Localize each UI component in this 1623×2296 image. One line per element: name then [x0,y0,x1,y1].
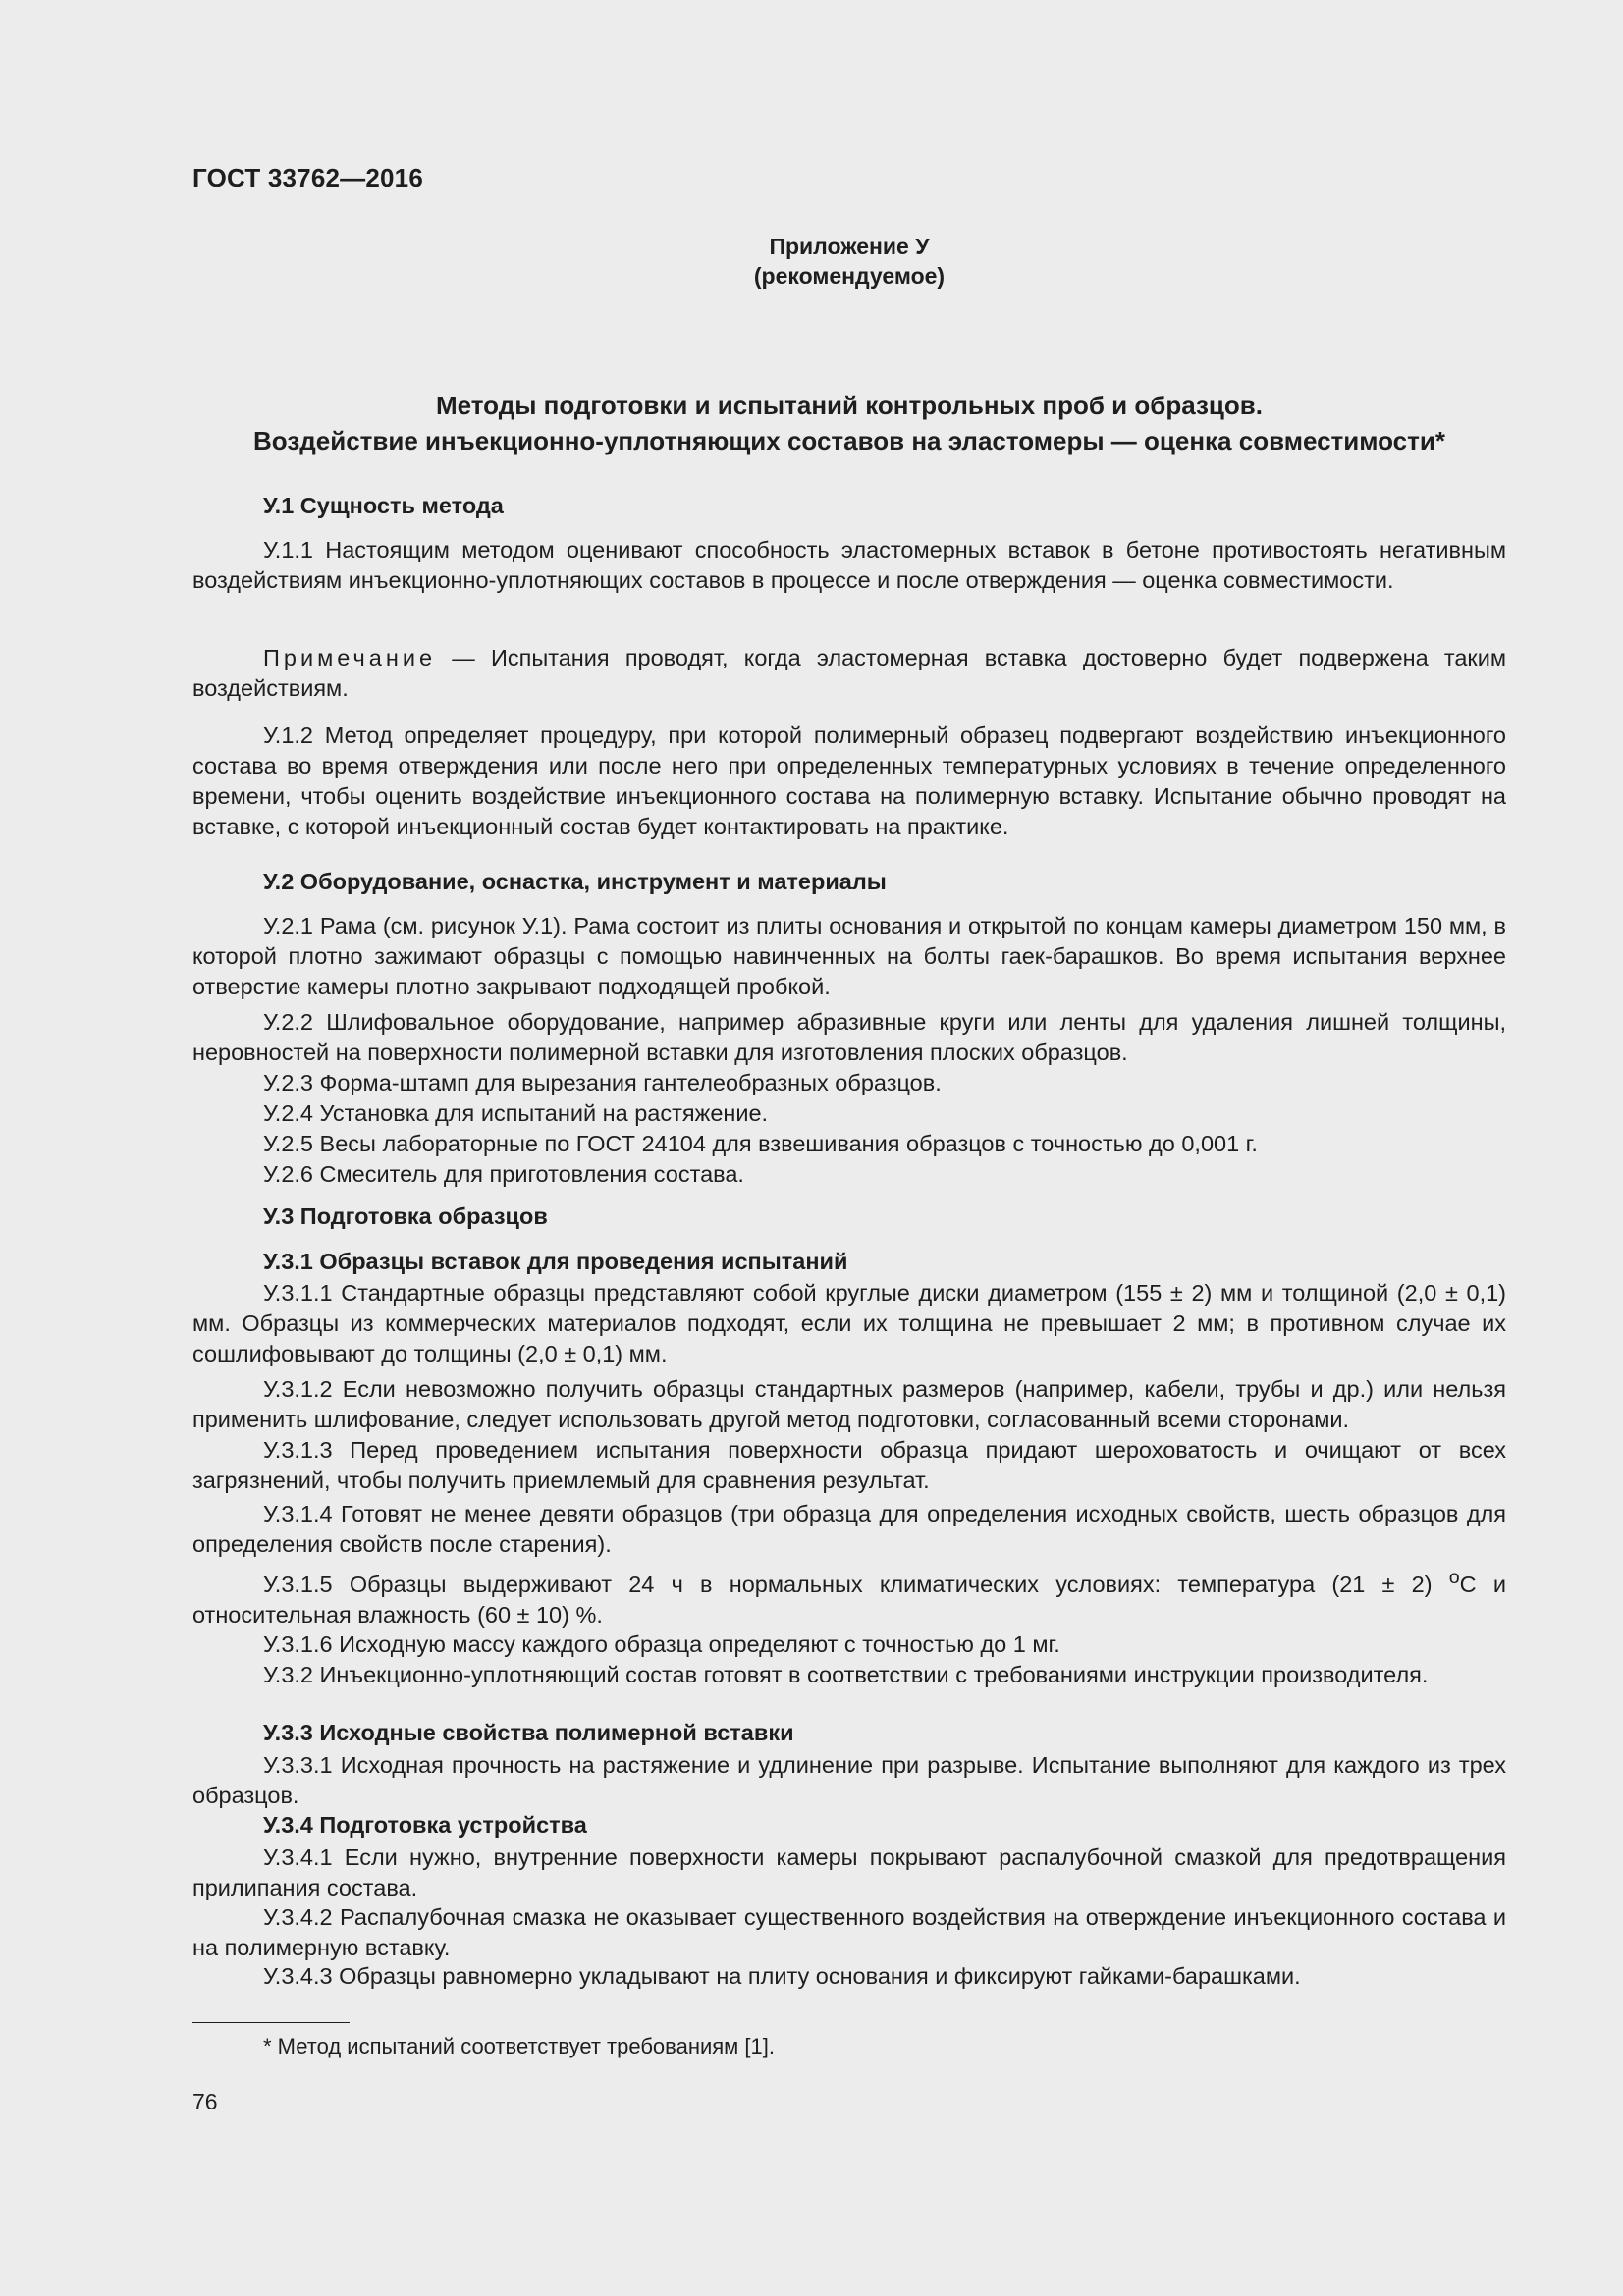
document-code: ГОСТ 33762—2016 [192,163,423,192]
paragraph-u2-6: У.2.6 Смеситель для приготовления состава. [263,1161,744,1187]
paragraph-u3-1-1: У.3.1.1 Стандартные образцы представляют собой круглые диски диаметром (155 ± 2) мм и толщиной (2,0 ± 0,1) мм. Образцы из коммерческих материалов подходят, если их толщина не превышает 2 мм; в противном случае их сошлифовывают до толщины (2,0 ± 0,1) мм. [192,1280,1506,1366]
paragraph-u3-1-6: У.3.1.6 Исходную массу каждого образца определяют с точностью до 1 мг. [263,1631,1060,1657]
paragraph-u1-1: У.1.1 Настоящим методом оценивают способность эластомерных вставок в бетоне противостоять негативным воздействиям инъекционно-уплотняющих составов в процессе и после отверждения — оценка совместимости. [192,537,1506,593]
section-heading-u1: У.1 Сущность метода [263,493,504,518]
main-title [192,388,1506,458]
main-title-line-1: Методы подготовки и испытаний контрольных проб и образцов. [436,391,1263,420]
note-label: Примечание [263,645,437,670]
main-title-line-2: Воздействие инъекционно-уплотняющих составов на эластомеры — оценка совместимости* [253,426,1445,455]
paragraph-u2-3: У.2.3 Форма-штамп для вырезания гантелеобразных образцов. [263,1070,942,1095]
note-text: — Испытания проводят, когда эластомерная вставка достоверно будет подвержена таким воздействиям. [192,645,1506,701]
paragraph-u2-2: У.2.2 Шлифовальное оборудование, например абразивные круги или ленты для удаления лишней толщины, неровностей на поверхности полимерной вставки для изготовления плоских образцов. [192,1009,1506,1065]
paragraph-u2-4: У.2.4 Установка для испытаний на растяжение. [263,1100,769,1126]
footnote: * Метод испытаний соответствует требованиям [1]. [263,2034,775,2058]
annex-title: Приложение У [769,234,930,259]
section-heading-u2: У.2 Оборудование, оснастка, инструмент и материалы [263,869,887,894]
page-number: 76 [192,2089,218,2114]
paragraph-u3-1-3: У.3.1.3 Перед проведением испытания поверхности образца придают шероховатость и очищают от всех загрязнений, чтобы получить приемлемый для сравнения результат. [192,1437,1506,1493]
paragraph-u3-2: У.3.2 Инъекционно-уплотняющий состав готовят в соответствии с требованиями инструкции производителя. [263,1662,1429,1687]
paragraph-u3-4-3: У.3.4.3 Образцы равномерно укладывают на плиту основания и фиксируют гайками-барашками. [263,1963,1301,1989]
paragraph-u3-4-2: У.3.4.2 Распалубочная смазка не оказывает существенного воздействия на отверждение инъекционного состава и на полимерную вставку. [192,1904,1506,1960]
note-paragraph [192,643,1506,704]
subsection-heading-u3-3: У.3.3 Исходные свойства полимерной вставки [263,1720,794,1745]
paragraph-u1-2: У.1.2 Метод определяет процедуру, при которой полимерный образец подвергают воздействию инъекционного состава во время отверждения или после него при определенных температурных условиях в течение определенного времени, чтобы оценить воздействие инъекционного состава на полимерную вставку. Испытание обычно проводят на вставке, с которой инъекционный состав будет контактировать на практике. [192,722,1506,839]
paragraph-u3-4-1: У.3.4.1 Если нужно, внутренние поверхности камеры покрывают распалубочной смазкой для предотвращения прилипания состава. [192,1844,1506,1900]
annex-status: (рекомендуемое) [753,263,946,289]
paragraph-u3-1-2: У.3.1.2 Если невозможно получить образцы стандартных размеров (например, кабели, трубы и др.) или нельзя применить шлифование, следует использовать другой метод подготовки, согласованный всеми сторонами. [192,1376,1506,1432]
footnote-divider [192,2022,350,2023]
paragraph-u3-3-1: У.3.3.1 Исходная прочность на растяжение и удлинение при разрыве. Испытание выполняют для каждого из трех образцов. [192,1752,1506,1808]
subsection-heading-u3-1: У.3.1 Образцы вставок для проведения испытаний [263,1249,848,1274]
paragraph-u2-1: У.2.1 Рама (см. рисунок У.1). Рама состоит из плиты основания и открытой по концам камеры диаметром 150 мм, в которой плотно зажимают образцы с помощью навинченных на болты гаек-барашков. Во время испытания верхнее отверстие камеры плотно закрывают подходящей пробкой. [192,913,1506,999]
paragraph-u3-1-4: У.3.1.4 Готовят не менее девяти образцов (три образца для определения исходных свойств, шесть образцов для определения свойств после старения). [192,1501,1506,1557]
subsection-heading-u3-4: У.3.4 Подготовка устройства [263,1812,587,1838]
section-heading-u3: У.3 Подготовка образцов [263,1203,548,1229]
paragraph-u3-1-5: У.3.1.5 Образцы выдерживают 24 ч в нормальных климатических условиях: температура (21 ± 2) $^о$С и относительная влажность (60 ± 10) %. [192,1567,1506,1628]
degree-sign: о [1448,1567,1460,1588]
paragraph-u2-5: У.2.5 Весы лабораторные по ГОСТ 24104 для взвешивания образцов с точностью до 0,001 г. [263,1131,1258,1156]
